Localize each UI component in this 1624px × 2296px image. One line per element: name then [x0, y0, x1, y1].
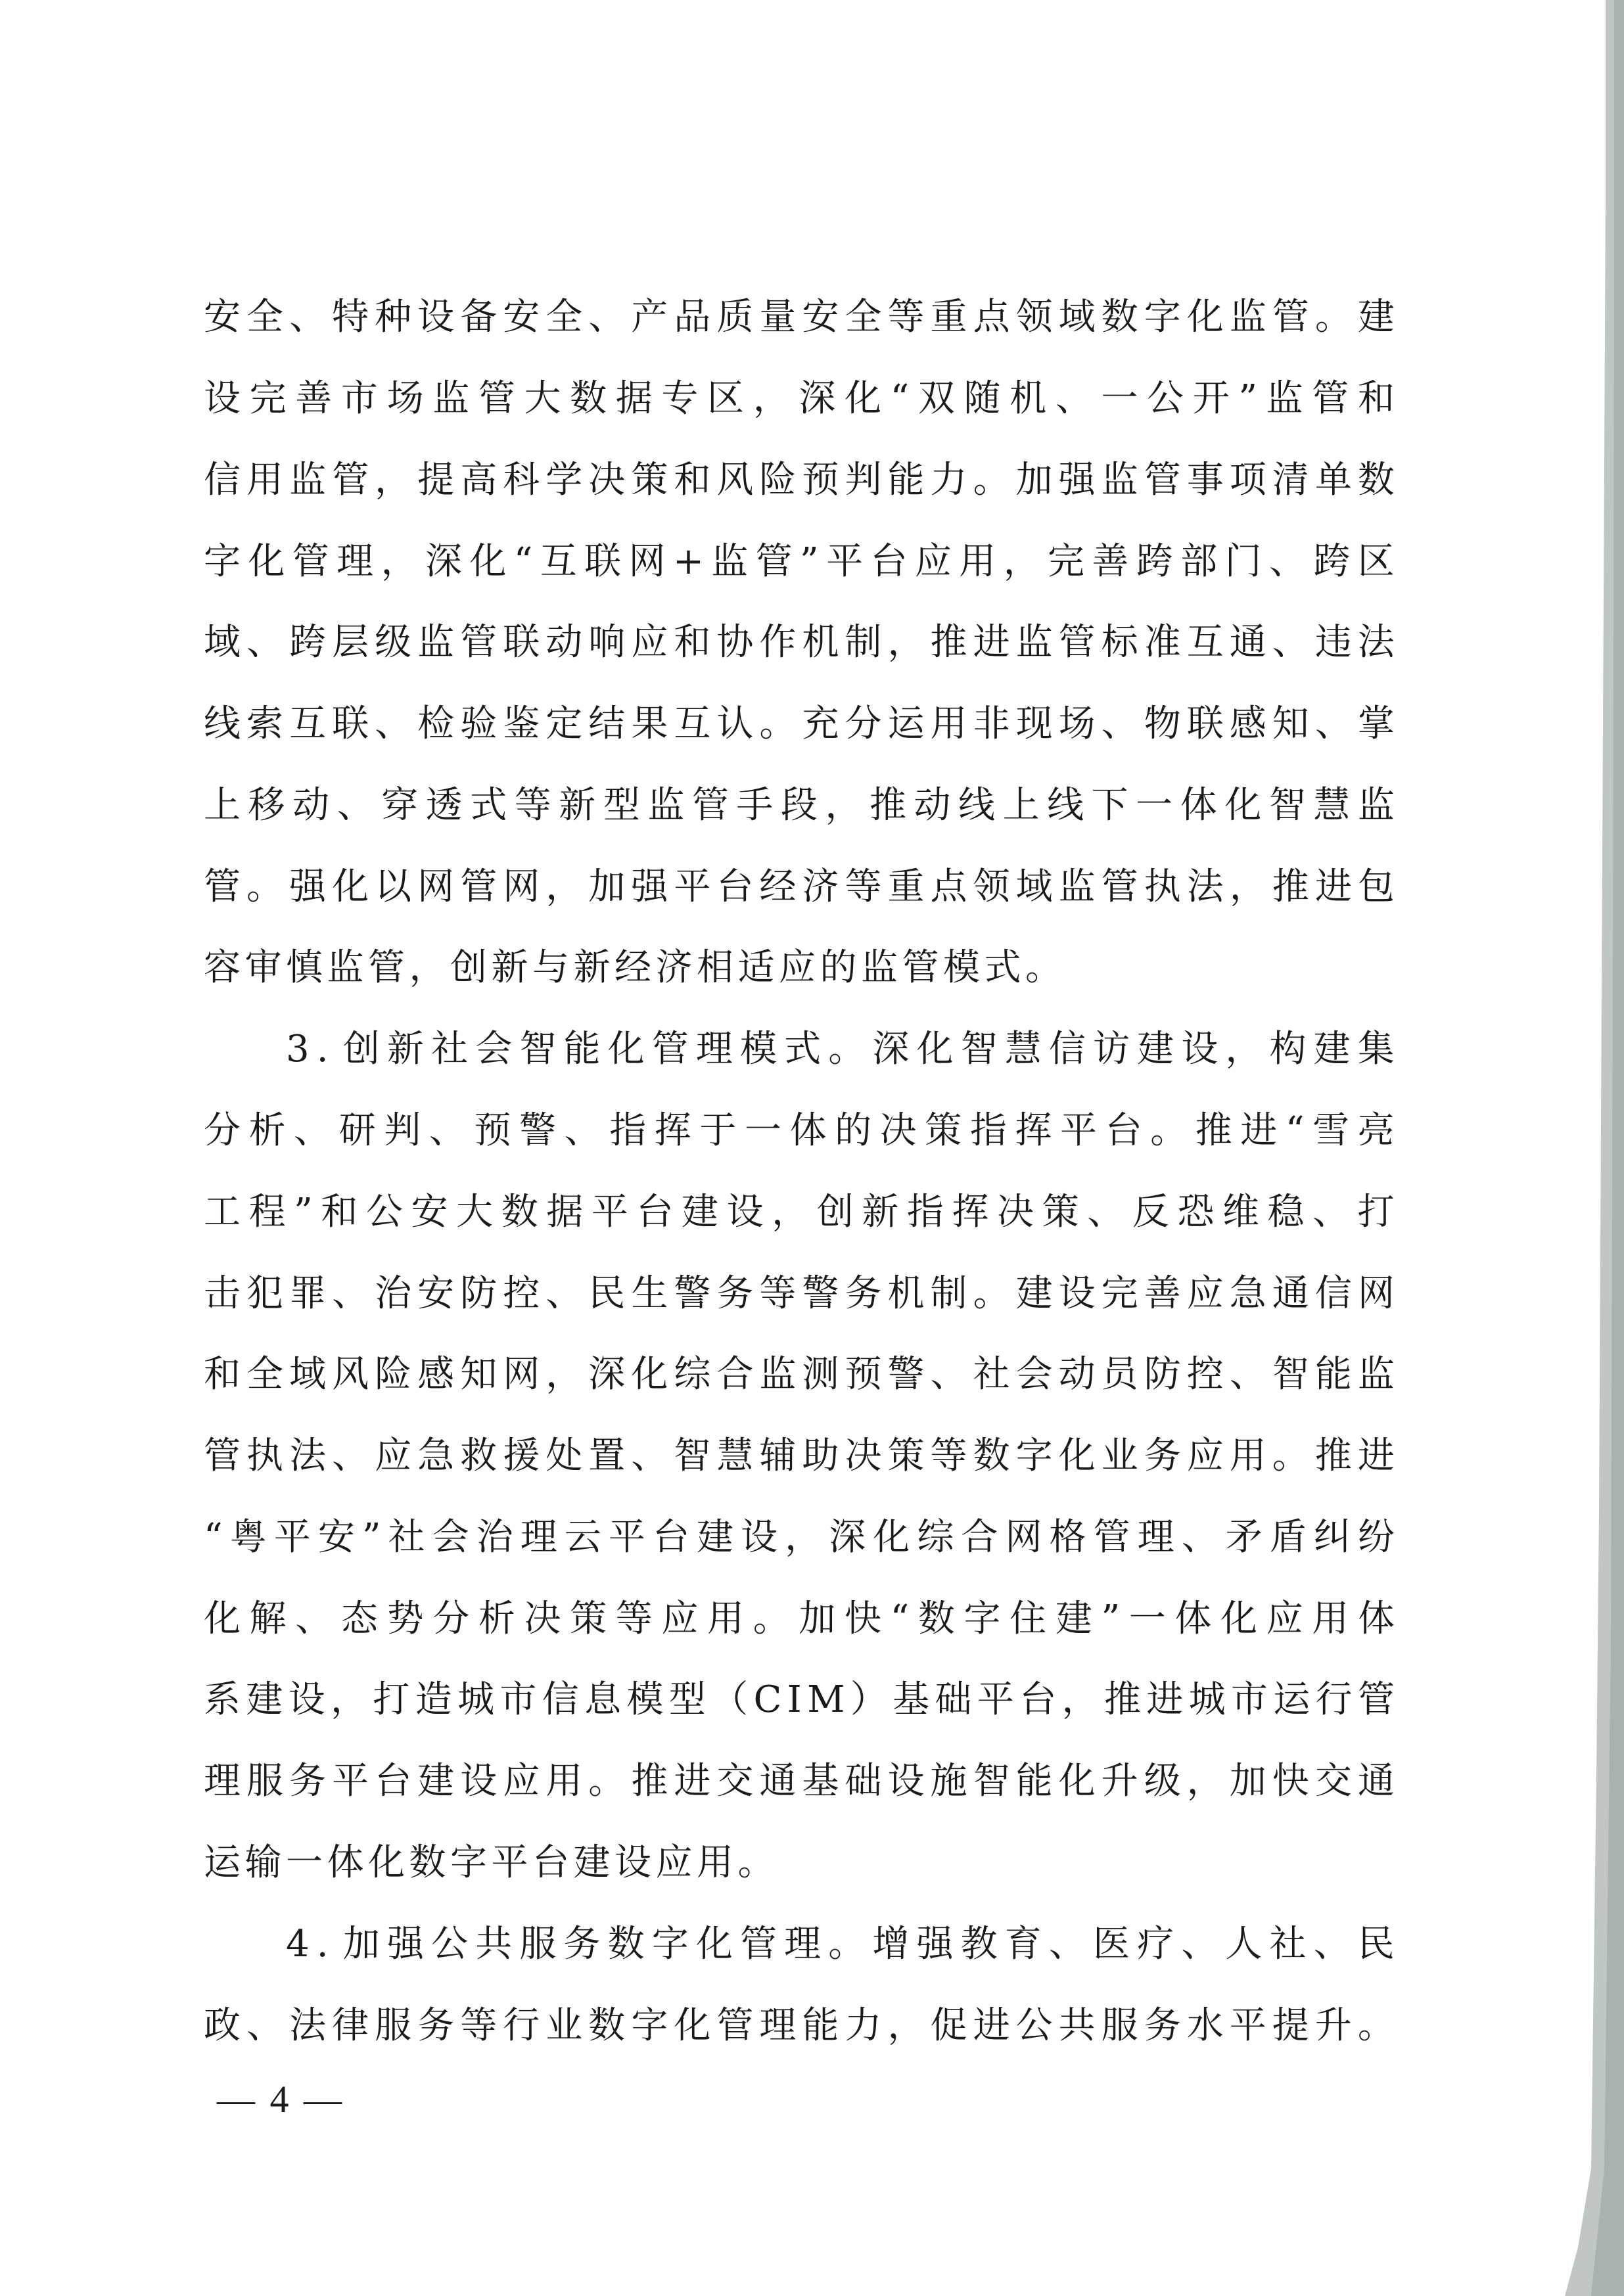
text-line: 分 析 、 研 判 、 预 警 、 指 挥 于 一 体 的 决 策 指 挥 平 台 。 推 进 “ 雪 亮: [204, 1109, 1395, 1152]
text-line: 安 全 、 特 种 设 备 安 全 、 产 品 质 量 安 全 等 重 点 领 域 数 字 化 监 管 。 建: [204, 296, 1395, 338]
text-line: 理 服 务 平 台 建 设 应 用 。 推 进 交 通 基 础 设 施 智 能 化 升 级 ， 加 快 交 通: [204, 1760, 1395, 1802]
text-line: 管 。 强 化 以 网 管 网 ， 加 强 平 台 经 济 等 重 点 领 域 监 管 执 法 ， 推 进 包: [204, 865, 1395, 908]
text-line: 系 建 设 ， 打 造 城 市 信 息 模 型 （ C I M ） 基 础 平 台 ， 推 进 城 市 运 行 管: [204, 1678, 1395, 1721]
paragraph-heading-line: 4 . 加 强 公 共 服 务 数 字 化 管 理 。 增 强 教 育 、 医 疗 、 人 社 、 民: [286, 1923, 1395, 1965]
page-number: — 4 —: [217, 2078, 344, 2121]
text-line: 和 全 域 风 险 感 知 网 ， 深 化 综 合 监 测 预 警 、 社 会 动 员 防 控 、 智 能 监: [204, 1353, 1395, 1396]
text-line: 容审慎监管，创新与新经济相适应的监管模式。: [204, 946, 1067, 989]
paragraph-heading-line: 3 . 创 新 社 会 智 能 化 管 理 模 式 。 深 化 智 慧 信 访 建 设 ， 构 建 集: [286, 1028, 1395, 1070]
text-line: 上 移 动 、 穿 透 式 等 新 型 监 管 手 段 ， 推 动 线 上 线 下 一 体 化 智 慧 监: [204, 784, 1395, 827]
text-line: 域 、 跨 层 级 监 管 联 动 响 应 和 协 作 机 制 ， 推 进 监 管 标 准 互 通 、 违 法: [204, 621, 1395, 664]
text-line: 工 程 ” 和 公 安 大 数 据 平 台 建 设 ， 创 新 指 挥 决 策 、 反 恐 维 稳 、 打: [204, 1191, 1395, 1233]
text-line: 管 执 法 、 应 急 救 援 处 置 、 智 慧 辅 助 决 策 等 数 字 化 业 务 应 用 。 推 进: [204, 1435, 1395, 1477]
text-line: “ 粤 平 安 ” 社 会 治 理 云 平 台 建 设 ， 深 化 综 合 网 格 管 理 、 矛 盾 纠 纷: [204, 1516, 1395, 1559]
text-line: 线 索 互 联 、 检 验 鉴 定 结 果 互 认 。 充 分 运 用 非 现 场 、 物 联 感 知 、 掌: [204, 702, 1395, 745]
text-line: 政 、 法 律 服 务 等 行 业 数 字 化 管 理 能 力 ， 促 进 公 共 服 务 水 平 提 升 。: [204, 2004, 1395, 2047]
text-line: 设 完 善 市 场 监 管 大 数 据 专 区 ， 深 化 “ 双 随 机 、 一 公 开 ” 监 管 和: [204, 377, 1395, 420]
text-line: 击 犯 罪 、 治 安 防 控 、 民 生 警 务 等 警 务 机 制 。 建 设 完 善 应 急 通 信 网: [204, 1272, 1395, 1315]
text-line: 字 化 管 理 ， 深 化 “ 互 联 网 + 监 管 ” 平 台 应 用 ， 完 善 跨 部 门 、 跨 区: [204, 540, 1395, 583]
text-line: 信 用 监 管 ， 提 高 科 学 决 策 和 风 险 预 判 能 力 。 加 强 监 管 事 项 清 单 数: [204, 459, 1395, 501]
text-line: 化 解 、 态 势 分 析 决 策 等 应 用 。 加 快 “ 数 字 住 建 ” 一 体 化 应 用 体: [204, 1597, 1395, 1640]
text-line: 运输一体化数字平台建设应用。: [204, 1841, 779, 1884]
